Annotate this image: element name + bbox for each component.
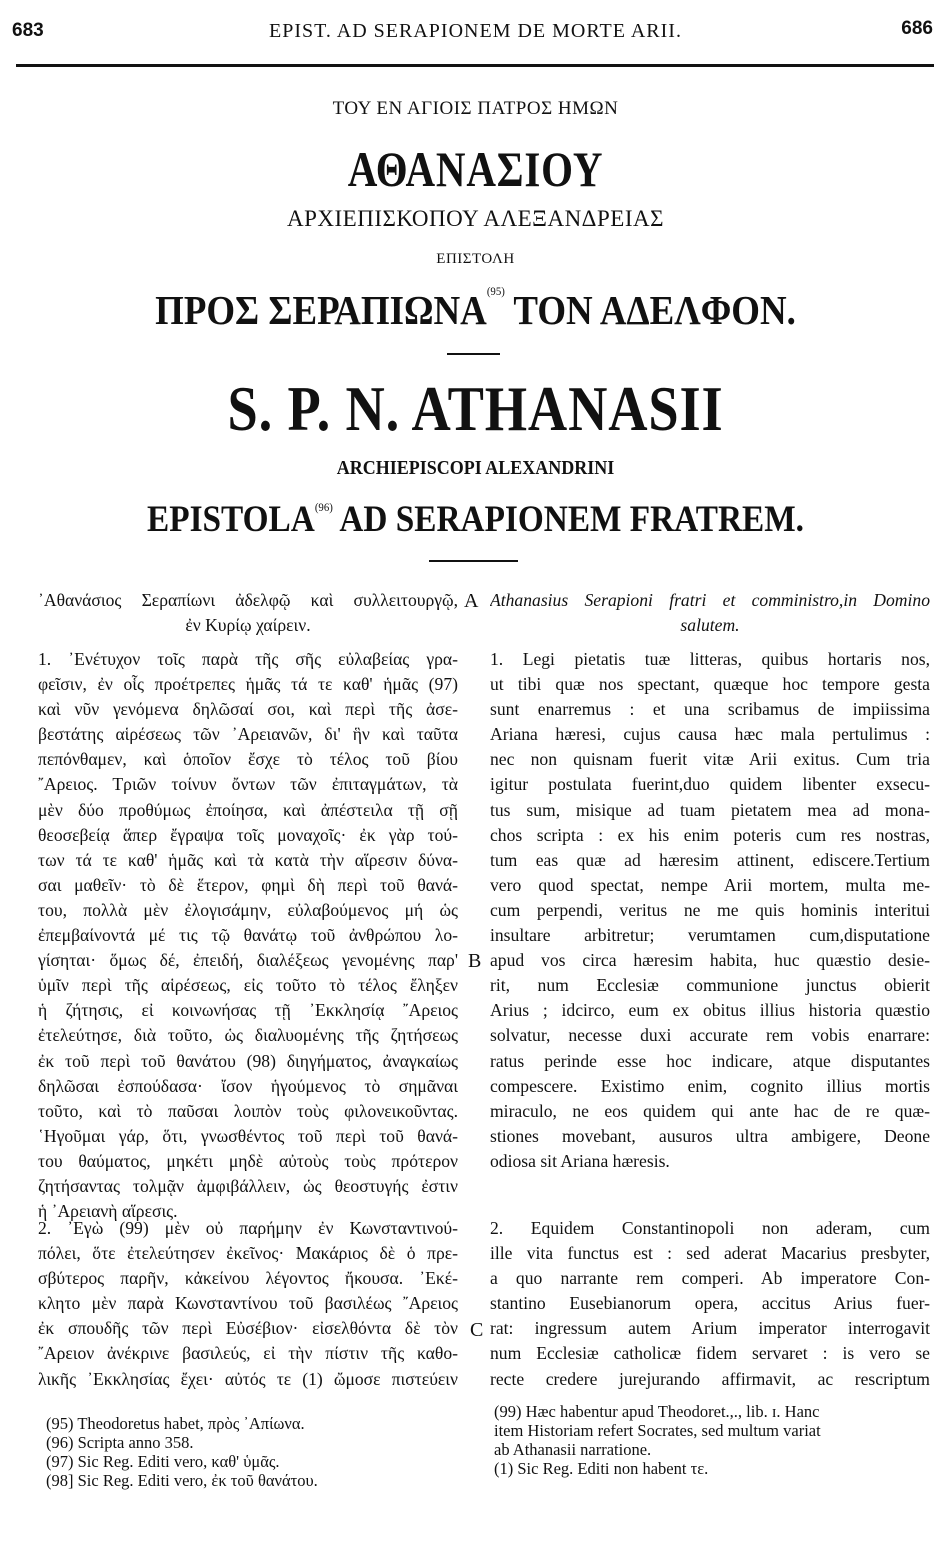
greek-title-line3: ΑΡΧΙΕΠΙΣΚΟΠΟΥ ΑΛΕΞΑΝΔΡΕΙΑΣ: [287, 206, 664, 231]
greek-text-line: ζητήσαντας τολμᾷν ἀμφιβάλλειν, ὡς θεοστυγής ἐστιν: [38, 1175, 458, 1196]
greek-author-name: ΑΘΑΝΑΣΙΟΥ: [347, 141, 604, 197]
greek-title-line5-a: ΠΡΟΣ ΣΕΡΑΠΙΩΝΑ: [155, 287, 487, 333]
greek-text-line: ἡ ζήτησις, εἰ κοινωνήσας τῇ ᾿Εκκλησίᾳ ῎Αρειος: [38, 1000, 458, 1021]
latin-text-line: cum perpendi, veritus ne me quis hominis interitui: [490, 899, 930, 920]
latin-text-line: ut tibi quæ nos spectant, quæque hoc tempore gesta: [490, 674, 930, 695]
greek-text-line: 2. ᾿Εγὼ (99) μὲν οὐ παρήμην ἐν Κωνσταντινού-: [38, 1218, 458, 1238]
greek-title-line5: [48, 286, 904, 334]
footnotes-right: [494, 1402, 934, 1478]
latin-salutation: [490, 588, 930, 638]
footnote-line: (99) Hæc habentur apud Theodoret.,., lib. ɪ. Hanc: [494, 1402, 820, 1421]
footnote-line: (98] Sic Reg. Editi vero, ἐκ τοῦ θανάτου.: [46, 1471, 318, 1490]
latin-text-line: miraculo, ne eos quidem qui ante hac de re quæ-: [490, 1100, 930, 1121]
header-rule: [16, 64, 934, 67]
greek-salutation: [38, 588, 458, 638]
salutation-line: salutem.: [680, 615, 740, 636]
greek-title-line4: ΕΠΙΣΤΟΛΗ: [436, 251, 515, 267]
latin-text-line: 1. Legi pietatis tuæ litteras, quibus hortaris nos,: [490, 649, 930, 669]
latin-text-line: recte credere jurejurando affirmavit, ac rescriptum: [490, 1368, 930, 1389]
footnote-line: (95) Theodoretus habet, πρὸς ᾿Απίωνα.: [46, 1414, 305, 1433]
greek-text-line: ῎Αρειος. Τριῶν τοίνυν ὄντων τῶν ἐπιταγμάτων, τὰ: [38, 774, 458, 795]
footnote-line: (1) Sic Reg. Editi non habent τε.: [494, 1459, 709, 1478]
latin-text-line: compescere. Existimo enim, cognito illius mortis: [490, 1075, 930, 1096]
note-ref-96: (96): [314, 500, 333, 514]
footnote-line: (96) Scripta anno 358.: [46, 1433, 194, 1452]
latin-text-line: sunt enarremus : et una scribamus de impiissima: [490, 699, 930, 720]
greek-text-line: τοῦτο, καὶ τὸ παῦσαι λοιπὸν τοὺς φιλονεικοῦντας.: [38, 1100, 458, 1121]
greek-text-line: του, πολλὰ μὲν ἐλογισάμην, εὐλαβούμενος μή ὡς: [38, 899, 458, 920]
latin-paragraph-2: [490, 1216, 930, 1392]
latin-text-line: igitur postulata fuerint,duo quidem libenter exsecu-: [490, 774, 930, 795]
greek-title-line5-b: ΤΟΝ ΑΔΕΛΦΟΝ.: [513, 287, 796, 333]
greek-text-line: λικῆς ᾿Εκκλησίας ἔχει· αὐτός τε (1) ὤμοσε πιστεύειν: [38, 1368, 458, 1389]
latin-text-line: nec non quisnam fuerit vitæ Arii exitus. Cum tria: [490, 749, 930, 770]
note-ref-95: (95): [486, 284, 505, 298]
page-number-right: 686: [901, 18, 933, 39]
latin-text-line: Arius ; idcirco, eum ex obitus illius historia quæstio: [490, 1000, 930, 1021]
greek-text-line: ῎Αρειον ἀνέκρινε βασιλεύς, εἰ τὴν πίστιν τῆς καθο-: [38, 1343, 458, 1364]
latin-text-line: rat: ingressum autem Arium imperator interrogavit: [490, 1318, 930, 1339]
greek-paragraph-1: [38, 647, 458, 1224]
greek-text-line: μὲν δύο προθύμως ἐποίησα, καὶ ἀπέστειλα τῇ σῇ: [38, 799, 458, 820]
greek-text-line: ἐπεμβαίνοντά μέ τις τῷ θανάτῳ τοῦ ἀνθρώπου λο-: [38, 925, 458, 946]
margin-marker-b: B: [468, 950, 482, 972]
greek-text-line: βεστάτης αἱρέσεως τῶν ᾿Αρειανῶν, δι' ἣν καὶ ταῦτα: [38, 724, 458, 745]
greek-text-line: καὶ νῦν γενόμενα δηλῶσαί σοι, καὶ περὶ τῆς ἀσε-: [38, 699, 458, 720]
greek-text-line: γίσηται· ὅμως δέ, ἐπειδή, διαλέξεως γενομένης παρ': [38, 950, 458, 971]
footnote-line: (97) Sic Reg. Editi vero, καθ' ὑμᾶς.: [46, 1452, 280, 1471]
latin-title-line3: [48, 498, 904, 541]
greek-text-line: ἐκ τοῦ περὶ τοῦ θανάτου (98) διηγήματος, ἀναγκαίως: [38, 1050, 458, 1071]
greek-text-line: ἡ ᾿Αρειανὴ αἵρεσις.: [38, 1201, 178, 1222]
greek-text-line: των τά τε καθ' ἡμᾶς καὶ τὰ κατὰ τὴν αἵρεσιν δύνα-: [38, 849, 458, 870]
greek-text-line: ῾Ηγοῦμαι γάρ, ὅτι, γνωσθέντος τοῦ περὶ τοῦ θανά-: [38, 1125, 458, 1146]
latin-text-line: 2. Equidem Constantinopoli non aderam, cum: [490, 1218, 930, 1238]
running-title: EPIST. AD SERAPIONEM DE MORTE ARII.: [269, 20, 682, 42]
latin-text-line: odiosa sit Ariana hæresis.: [490, 1150, 670, 1171]
greek-text-line: ὑμῖν περὶ τῆς αἱρέσεως, εἰς τοῦτο τὸ τέλος ἔληξεν: [38, 975, 458, 996]
greek-text-line: 1. ᾿Ενέτυχον τοῖς παρὰ τῆς σῆς εὐλαβείας γρα-: [38, 649, 458, 669]
page-number-left: 683: [12, 20, 44, 41]
latin-text-line: vero quod spectat, nempe Arii mortem, multa me-: [490, 874, 930, 895]
latin-text-line: stantino Eusebianorum opera, accitus Arius fuer-: [490, 1293, 930, 1314]
greek-paragraph-2: [38, 1216, 458, 1392]
latin-title-line3-a: EPISTOLA: [147, 499, 315, 540]
margin-marker-c: C: [470, 1319, 484, 1341]
title-divider: [447, 353, 500, 355]
salutation-line: ᾿Αθανάσιος Σεραπίωνι ἀδελφῷ καὶ συλλειτουργῷ,: [38, 590, 458, 610]
latin-text-line: apud vos circa hæresim habita, huc quæstio desie-: [490, 950, 930, 971]
greek-column: [38, 588, 458, 638]
salutation-line: ἐν Κυρίῳ χαίρειν.: [185, 615, 311, 636]
greek-text-line: του θαύματος, μηκέτι μηδὲ αὐτοὺς τοὺς πρότερον: [38, 1150, 458, 1171]
latin-text-line: num Ecclesiæ catholicæ fidem servaret : is vero se: [490, 1343, 930, 1364]
greek-title-line1: ΤΟΥ ΕΝ ΑΓΙΟΙΣ ΠΑΤΡΟΣ ΗΜΩΝ: [332, 98, 619, 119]
greek-text-line: πόλει, ὅτε ἐτελεύτησεν ἐκεῖνος· Μακάριος δὲ ὁ πρε-: [38, 1243, 458, 1264]
greek-text-line: σαι μαθεῖν· τὸ δὲ ἕτερον, φημὶ δὴ περὶ τοῦ θανά-: [38, 874, 458, 895]
salutation-line: Athanasius Serapioni fratri et comministro,in Domino: [490, 590, 930, 610]
latin-text-line: chos scripta : ex his enim poteris cum res nostras,: [490, 824, 930, 845]
greek-text-line: πεπόνθαμεν, καὶ ὁποῖον ἔσχε τὸ τέλος τοῦ βίου: [38, 749, 458, 770]
greek-text-line: φεῖσιν, ἐν οἷς προέτρεπες ἡμᾶς τά τε καθ' ἡμᾶς (97): [38, 674, 458, 695]
latin-text-line: tum eas quæ ad hæresim attinent, ediscere.Tertium: [490, 849, 930, 870]
latin-paragraph-1: [490, 647, 930, 1174]
greek-text-line: θεοσεβείᾳ ἅπερ ἔγραψα τοῖς μοναχοῖς· ἐκ γὰρ τού-: [38, 824, 458, 845]
latin-text-line: ille vita functus est : sed aderat Macarius presbyter,: [490, 1243, 930, 1264]
latin-text-line: Ariana hæresi, cujus causa hæc mala pertulimus :: [490, 724, 930, 745]
greek-text-line: ἐτελεύτησε, διὰ τοῦτο, ὡς διαλυομένης τῆς ζητήσεως: [38, 1025, 458, 1046]
latin-text-line: stiones movebant, ausuros ultra ambigere, Deone: [490, 1125, 930, 1146]
greek-text-line: κλητο μὲν παρὰ Κωνσταντίνου τοῦ βασιλέως ῎Αρειος: [38, 1293, 458, 1314]
latin-text-line: solvatur, necesse duxi accurate rem vobis enarrare:: [490, 1025, 930, 1046]
latin-text-line: tus sum, misique ad tuam pietatem mea ad mona-: [490, 799, 930, 820]
greek-text-line: ἐκ σπουδῆς τῶν περὶ Εὐσέβιον· εἰσελθόντα δὲ τὸν: [38, 1318, 458, 1339]
latin-title-line3-b: AD SERAPIONEM FRATREM.: [339, 499, 804, 540]
greek-text-line: σβύτερος παρῆν, κἀκείνου λέγοντος ἤκουσα. ᾿Εκέ-: [38, 1268, 458, 1289]
latin-text-line: a quo narrante rem comperi. Ab imperatore Con-: [490, 1268, 930, 1289]
footnote-line: item Historiam refert Socrates, sed multum variat: [494, 1421, 821, 1440]
greek-text-line: δηλῶσαι ἐσπούδασα· ἴσον ἡγούμενος τὸ σημᾶναι: [38, 1075, 458, 1096]
latin-text-line: rit, num Ecclesiæ communione junctus obierit: [490, 975, 930, 996]
footnote-line: ab Athanasii narratione.: [494, 1440, 652, 1459]
margin-marker-a: A: [464, 590, 479, 612]
latin-title-line2: ARCHIEPISCOPI ALEXANDRINI: [336, 457, 615, 479]
latin-text-line: ratus perinde esse hoc indicare, atque disputantes: [490, 1050, 930, 1071]
title-divider-2: [429, 560, 518, 562]
footnotes-left: [46, 1414, 318, 1490]
latin-text-line: insultare arbitretur; verumtamen cum,disputatione: [490, 925, 930, 946]
latin-author-name: S. P. N. ATHANASII: [227, 373, 724, 444]
